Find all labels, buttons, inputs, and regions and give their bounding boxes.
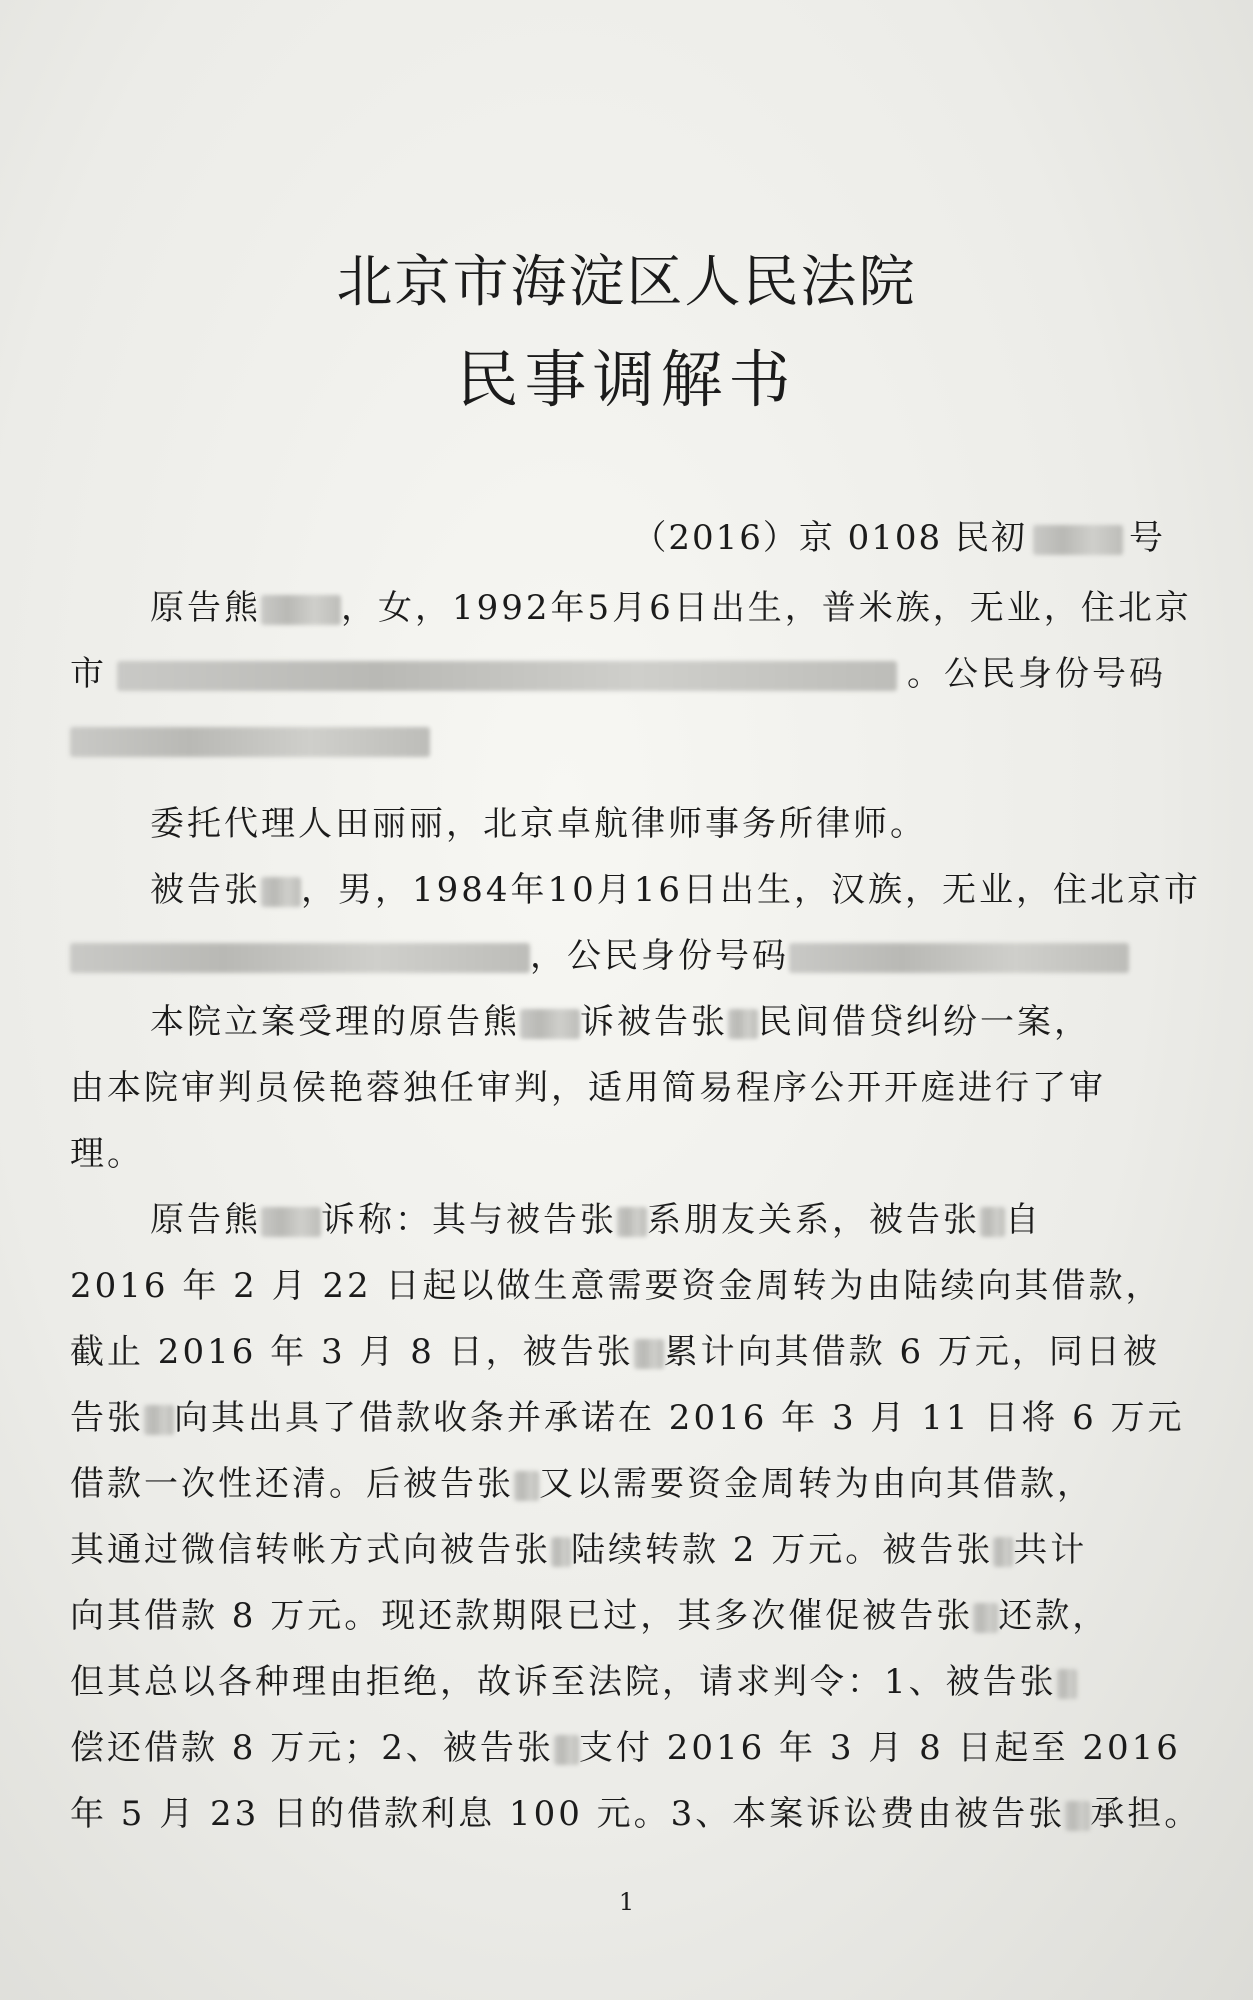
document-body [70, 575, 1220, 1847]
redaction [554, 1735, 579, 1765]
redaction [789, 943, 1129, 973]
text-line: 原告熊 ，女，1992年5月6日出生，普米族，无业，住北京 [150, 588, 1192, 628]
redaction [551, 1537, 571, 1567]
document-title: 民事调解书 [456, 343, 797, 416]
redaction [1033, 525, 1123, 555]
text-line: 2016 年 2 月 22 日起以做生意需要资金周转为由陆续向其借款， [70, 1266, 1163, 1306]
text-line: 年 5 月 23 日的借款利息 100 元。3、本案诉讼费由被告张 承担。 [70, 1794, 1202, 1834]
redaction [117, 661, 897, 691]
text-line: 市 。公民身份号码 [70, 654, 1166, 694]
redaction [261, 595, 341, 625]
text-line: 由本院审判员侯艳蓉独任审判，适用简易程序公开开庭进行了审 [70, 1068, 1106, 1108]
text-line: 委托代理人田丽丽，北京卓航律师事务所律师。 [150, 804, 927, 844]
text-line: 原告熊 诉称：其与被告张 系朋友关系，被告张 自 [150, 1200, 1042, 1240]
text-line: 但其总以各种理由拒绝，故诉至法院，请求判令：1、被告张 [70, 1649, 1220, 1715]
redaction [634, 1339, 664, 1369]
court-name: 北京市海淀区人民法院 [336, 250, 917, 315]
redaction [144, 1405, 174, 1435]
text-line: 借款一次性还清。后被告张 又以需要资金周转为由向其借款， [70, 1464, 1094, 1504]
text-line: 被告张 ，男，1984年10月16日出生，汉族，无业，住北京市 [150, 870, 1202, 910]
redaction [261, 877, 301, 907]
redaction [980, 1207, 1005, 1237]
case-number: （2016）京 0108 民初 号 [632, 518, 1165, 558]
redaction [1057, 1669, 1077, 1699]
redaction [70, 943, 530, 973]
redaction [1065, 1801, 1090, 1831]
redaction [261, 1207, 321, 1237]
redaction [973, 1603, 998, 1633]
text-line: 向其借款 8 万元。现还款期限已过，其多次催促被告张 还款， [70, 1596, 1110, 1636]
text-line [70, 707, 1220, 773]
page-number: 1 [618, 1888, 635, 1916]
redaction [617, 1207, 647, 1237]
redaction [728, 1009, 758, 1039]
text-line: 截止 2016 年 3 月 8 日，被告张 累计向其借款 6 万元，同日被 [70, 1332, 1160, 1372]
text-line: 本院立案受理的原告熊 诉被告张 民间借贷纠纷一案， [150, 1002, 1091, 1042]
redaction [70, 727, 430, 757]
text-line: 偿还借款 8 万元；2、被告张 支付 2016 年 3 月 8 日起至 2016 [70, 1728, 1181, 1768]
text-line: 理。 [70, 1134, 144, 1174]
text-line: ，公民身份号码 [70, 923, 1220, 989]
redaction [514, 1471, 539, 1501]
text-line: 其通过微信转帐方式向被告张 陆续转款 2 万元。被告张 共计 [70, 1530, 1088, 1570]
text-line: 告张 向其出具了借款收条并承诺在 2016 年 3 月 11 日将 6 万元 [70, 1398, 1185, 1438]
redaction [993, 1537, 1013, 1567]
redaction [520, 1009, 580, 1039]
